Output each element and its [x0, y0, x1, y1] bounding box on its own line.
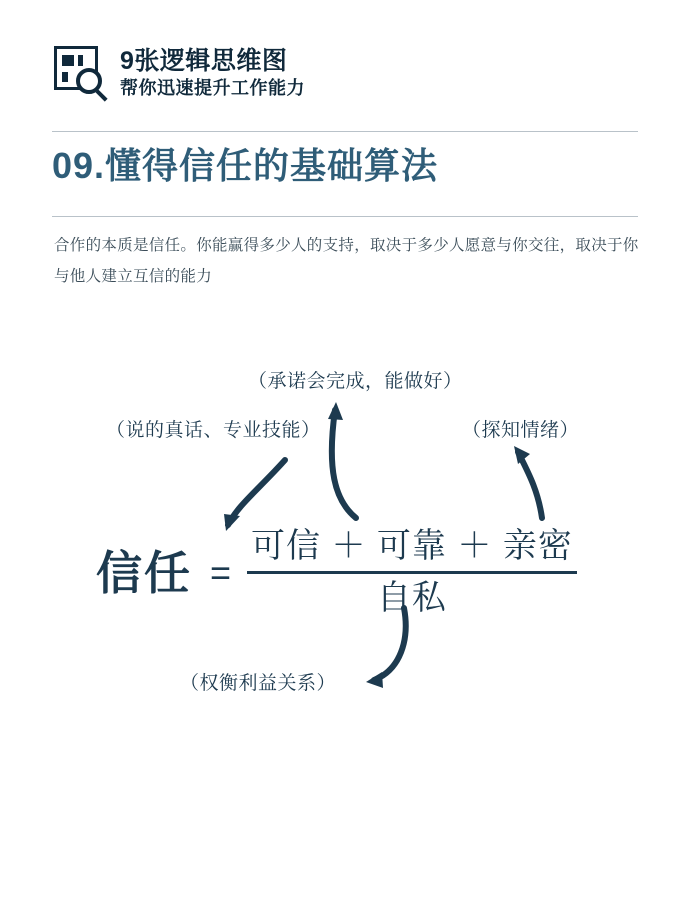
arrow-to-kexin: [224, 460, 285, 531]
divider-top: [52, 131, 638, 132]
brand-subtitle: 帮你迅速提升工作能力: [120, 77, 305, 98]
formula-numerator: 可信 ＋ 可靠 ＋ 亲密: [251, 527, 573, 565]
formula-denominator: 自私: [376, 579, 447, 618]
formula-left-term: 信任: [96, 546, 192, 599]
brand-header: [52, 44, 638, 102]
arrow-to-qinmi: [514, 446, 542, 518]
annotation-left: （说的真话、专业技能）: [106, 420, 321, 441]
formula-equals-sign: =: [210, 551, 232, 593]
annotation-top: （承诺会完成，能做好）: [248, 371, 463, 392]
arrow-to-kekao: [328, 402, 356, 518]
trust-formula-diagram: [0, 340, 690, 740]
annotation-bottom: （权衡利益关系）: [180, 673, 337, 694]
brand-title: 9张逻辑思维图: [120, 47, 288, 75]
trust-formula: [96, 528, 577, 618]
annotation-right: （探知情绪）: [462, 420, 580, 441]
divider-bottom: [52, 216, 638, 217]
formula-fraction: [247, 528, 577, 618]
page-title: 09.懂得信任的基础算法: [52, 145, 439, 186]
arrow-to-zisi: [366, 608, 406, 688]
document-search-icon: [52, 44, 110, 102]
intro-paragraph: 合作的本质是信任。你能赢得多少人的支持，取决于多少人愿意与你交往，取决于你与他人建立互信的能力: [54, 237, 639, 285]
brand-text: [120, 47, 305, 99]
